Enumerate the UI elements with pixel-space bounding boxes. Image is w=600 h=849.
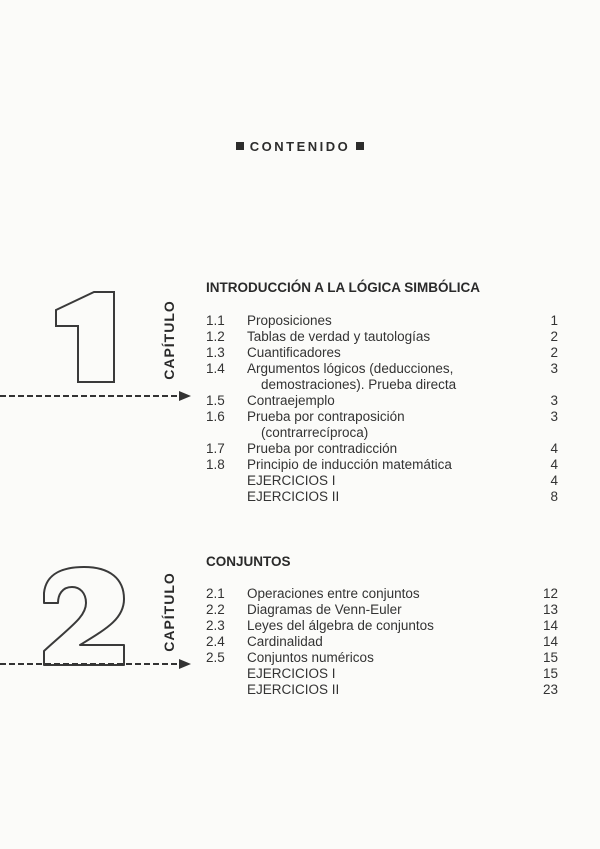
toc-entry-page: 4 <box>550 457 558 472</box>
chapter-2-arrow <box>0 658 192 670</box>
toc-entry-text: Operaciones entre conjuntos <box>247 586 420 601</box>
toc-entry-number: 1.6 <box>206 409 225 424</box>
chapter-2-title: CONJUNTOS <box>206 554 291 569</box>
toc-entry-number: 1.1 <box>206 313 225 328</box>
toc-entry-text: EJERCICIOS II <box>247 682 340 697</box>
toc-entry-page: 23 <box>542 682 558 697</box>
chapter-1-title: INTRODUCCIÓN A LA LÓGICA SIMBÓLICA <box>206 280 480 295</box>
toc-entry[interactable] <box>206 666 558 682</box>
toc-entry-text: Cuantificadores <box>247 345 341 360</box>
toc-entry-page: 3 <box>550 409 558 424</box>
toc-entry-page: 2 <box>550 345 558 360</box>
square-bullet-icon <box>236 142 244 150</box>
toc-entry-page: 15 <box>542 666 558 681</box>
toc-entry-number: 1.4 <box>206 361 225 376</box>
toc-entry-number: 1.8 <box>206 457 225 472</box>
toc-entry[interactable] <box>206 409 558 441</box>
toc-entry-number: 2.2 <box>206 602 225 617</box>
toc-entry[interactable] <box>206 586 558 602</box>
toc-entry[interactable] <box>206 441 558 457</box>
toc-entry-text: Diagramas de Venn-Euler <box>247 602 402 617</box>
toc-entry-number: 2.3 <box>206 618 225 633</box>
toc-entry-text: EJERCICIOS I <box>247 473 336 488</box>
toc-entry-text: Principio de inducción matemática <box>247 457 452 472</box>
chapter-2-toc <box>206 586 558 698</box>
toc-entry-page: 15 <box>542 650 558 665</box>
toc-entry-number: 1.5 <box>206 393 225 408</box>
toc-entry-text: Argumentos lógicos (deducciones, <box>247 361 454 376</box>
toc-entry[interactable] <box>206 634 558 650</box>
toc-entry-page: 14 <box>542 618 558 633</box>
toc-entry-text-line2: (contrarrecíproca) <box>261 425 369 440</box>
toc-entry-text-block <box>247 361 534 393</box>
toc-entry[interactable] <box>206 682 558 698</box>
toc-entry-page: 8 <box>550 489 558 504</box>
toc-entry-text: Prueba por contradicción <box>247 441 398 456</box>
square-bullet-icon <box>356 142 364 150</box>
toc-entry-text: Contraejemplo <box>247 393 335 408</box>
toc-entry-page: 12 <box>542 586 558 601</box>
toc-entry[interactable] <box>206 313 558 329</box>
toc-entry-page: 1 <box>550 313 558 328</box>
chapter-1-numeral <box>44 290 124 388</box>
toc-entry-page: 14 <box>542 634 558 649</box>
toc-entry-number: 1.2 <box>206 329 225 344</box>
toc-entry[interactable] <box>206 489 558 505</box>
toc-entry-text: Tablas de verdad y tautologías <box>247 329 431 344</box>
toc-entry-text: EJERCICIOS I <box>247 666 336 681</box>
toc-entry[interactable] <box>206 457 558 473</box>
toc-entry-number: 2.5 <box>206 650 225 665</box>
toc-entry-text: Cardinalidad <box>247 634 323 649</box>
chapter-1-arrow <box>0 390 192 402</box>
toc-entry-text: EJERCICIOS II <box>247 489 340 504</box>
toc-entry-page: 4 <box>550 473 558 488</box>
toc-entry-text: Conjuntos numéricos <box>247 650 374 665</box>
toc-entry[interactable] <box>206 473 558 489</box>
toc-entry-number: 1.7 <box>206 441 225 456</box>
toc-entry[interactable] <box>206 602 558 618</box>
toc-entry[interactable] <box>206 618 558 634</box>
chapter-1-toc <box>206 313 558 505</box>
toc-entry[interactable] <box>206 329 558 345</box>
page-heading-text: CONTENIDO <box>249 139 351 154</box>
toc-entry-number: 2.1 <box>206 586 225 601</box>
toc-entry-page: 3 <box>550 393 558 408</box>
toc-entry[interactable] <box>206 345 558 361</box>
toc-entry-page: 4 <box>550 441 558 456</box>
toc-entry-text: Leyes del álgebra de conjuntos <box>247 618 434 633</box>
toc-entry-text: Prueba por contraposición <box>247 409 405 424</box>
toc-entry-text: Proposiciones <box>247 313 332 328</box>
toc-entry[interactable] <box>206 393 558 409</box>
toc-entry-number: 1.3 <box>206 345 225 360</box>
toc-entry[interactable] <box>206 650 558 666</box>
toc-entry-text-line2: demostraciones). Prueba directa <box>261 377 457 392</box>
chapter-2-numeral <box>40 565 130 667</box>
toc-entry[interactable] <box>206 361 558 393</box>
page-heading <box>0 139 600 154</box>
toc-entry-page: 3 <box>550 361 558 376</box>
toc-entry-text-block <box>247 409 534 441</box>
toc-entry-number: 2.4 <box>206 634 225 649</box>
toc-entry-page: 2 <box>550 329 558 344</box>
toc-entry-page: 13 <box>542 602 558 617</box>
